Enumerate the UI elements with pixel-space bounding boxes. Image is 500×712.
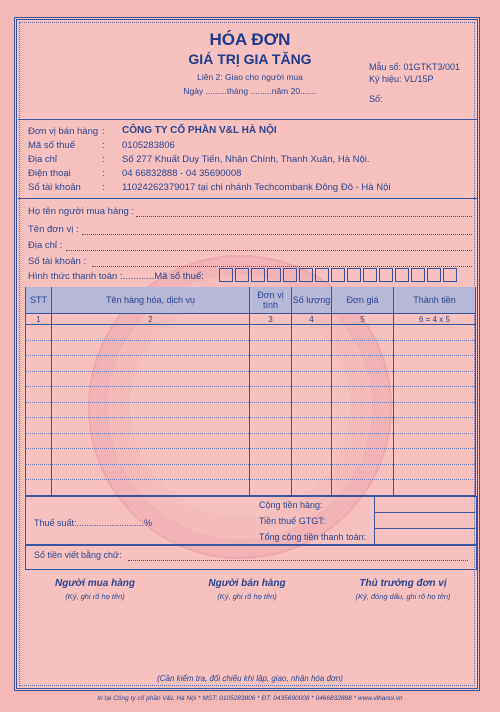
buyer-signature-title: Người mua hàng (55, 578, 135, 589)
check-note: (Cần kiểm tra, đối chiếu khi lập, giao, nhận hóa đơn) (157, 674, 343, 683)
table-row[interactable] (26, 464, 476, 480)
date-line: Ngày .........tháng .........năm 20....... (183, 86, 317, 96)
seller-divider (18, 198, 478, 199)
colon: : (102, 140, 105, 151)
col-header-amount: Thành tiền (394, 287, 476, 314)
table-row[interactable] (26, 433, 476, 449)
tax-digit-box[interactable] (427, 268, 441, 282)
invoice-title: HÓA ĐƠN (209, 30, 291, 49)
form-number: Mẫu số: 01GTKT3/001 (369, 62, 461, 72)
col-header-item-name: Tên hàng hóa, dịch vụ (52, 287, 250, 314)
tax-digit-box[interactable] (331, 268, 345, 282)
header-divider (18, 119, 478, 120)
col-number: 2 (52, 314, 250, 325)
tax-digit-box[interactable] (267, 268, 281, 282)
table-row[interactable] (26, 402, 476, 418)
table-row[interactable] (26, 480, 476, 496)
seller-address-label: Địa chỉ (28, 154, 58, 165)
table-row[interactable] (26, 371, 476, 387)
tax-digit-box[interactable] (251, 268, 265, 282)
buyer-signature-note: (Ký, ghi rõ họ tên) (65, 592, 125, 601)
buyer-unit-field[interactable] (82, 234, 472, 235)
seller-account: 11024262379017 tại chi nhánh Techcombank Đông Đô - Hà Nội (122, 182, 391, 193)
amount-in-words-label: Số tiền viết bằng chữ: (34, 550, 122, 560)
tax-digit-box[interactable] (315, 268, 329, 282)
totals-divider (374, 512, 475, 513)
payment-method-label: Hình thức thanh toán :............Mã số thuế: (28, 271, 204, 282)
col-number: 5 (332, 314, 394, 325)
col-header-stt: STT (26, 287, 52, 314)
table-row[interactable] (26, 387, 476, 403)
colon: : (102, 182, 105, 193)
table-header-row (26, 287, 476, 314)
seller-address: Số 277 Khuất Duy Tiến, Nhân Chính, Thanh Xuân, Hà Nội. (122, 154, 370, 165)
tax-digit-box[interactable] (299, 268, 313, 282)
colon: : (102, 154, 105, 165)
tax-digit-box[interactable] (235, 268, 249, 282)
tax-digit-box[interactable] (283, 268, 297, 282)
invoice-subtitle: GIÁ TRỊ GIA TĂNG (188, 51, 312, 67)
seller-signature-title: Người bán hàng (208, 578, 286, 589)
table-row[interactable] (26, 449, 476, 465)
col-number: 6 = 4 x 5 (394, 314, 476, 325)
table-row[interactable] (26, 418, 476, 434)
vat-amount-label: Tiền thuế GTGT: (259, 516, 326, 526)
colon: : (102, 126, 105, 137)
items-table (25, 287, 476, 496)
col-header-unit-price: Đơn giá (332, 287, 394, 314)
col-number: 3 (250, 314, 292, 325)
seller-tax-label: Mã số thuế (28, 140, 75, 151)
tax-digit-box[interactable] (363, 268, 377, 282)
seller-account-label: Số tài khoản (28, 182, 81, 193)
table-row[interactable] (26, 356, 476, 372)
buyer-name-label: Họ tên người mua hàng : (28, 206, 135, 217)
subtotal-label: Cộng tiền hàng: (259, 500, 323, 510)
buyer-address-label: Địa chỉ : (28, 240, 63, 251)
tax-digit-box[interactable] (379, 268, 393, 282)
seller-phone: 04 66832888 - 04 35690008 (122, 168, 242, 179)
tax-digit-box[interactable] (395, 268, 409, 282)
col-number: 4 (292, 314, 332, 325)
buyer-tax-code-boxes[interactable] (219, 268, 459, 282)
col-header-unit: Đơn vị tính (250, 287, 292, 314)
seller-phone-label: Điện thoại (28, 168, 71, 179)
buyer-address-field[interactable] (66, 250, 472, 251)
seller-name: CÔNG TY CỔ PHẦN V&L HÀ NỘI (122, 125, 277, 136)
director-signature-title: Thủ trưởng đơn vị (359, 578, 447, 589)
seller-tax-code: 0105283806 (122, 140, 175, 151)
invoice-symbol: Ký hiệu: VL/15P (369, 74, 434, 84)
table-row[interactable] (26, 325, 476, 341)
grand-total-label: Tổng cộng tiền thanh toán: (259, 532, 367, 542)
copy-note: Liên 2: Giao cho người mua (197, 72, 303, 82)
tax-digit-box[interactable] (347, 268, 361, 282)
table-row[interactable] (26, 340, 476, 356)
invoice-number-label: Số: (369, 94, 383, 104)
col-header-quantity: Số lượng (292, 287, 332, 314)
totals-amount-column (374, 496, 477, 546)
buyer-account-field[interactable] (92, 266, 472, 267)
director-signature-note: (Ký, đóng dấu, ghi rõ họ tên) (355, 592, 451, 601)
buyer-account-label: Số tài khoản : (28, 256, 87, 267)
column-number-row (26, 314, 476, 325)
amount-in-words-field[interactable] (128, 560, 468, 561)
col-number: 1 (26, 314, 52, 325)
printer-info: In tại Công ty cổ phần V&L Hà Nội * MST: 0105283806 * ĐT: 0435690008 * 0466832888 * www.vlhanoi.vn (97, 695, 403, 702)
buyer-unit-label: Tên đơn vị : (28, 224, 79, 235)
seller-name-label: Đơn vị bán hàng (28, 126, 99, 137)
buyer-name-field[interactable] (136, 216, 472, 217)
seller-signature-note: (Ký, ghi rõ họ tên) (217, 592, 277, 601)
tax-digit-box[interactable] (443, 268, 457, 282)
tax-digit-box[interactable] (219, 268, 233, 282)
colon: : (102, 168, 105, 179)
vat-rate-label: Thuế suất:...........................% (34, 518, 153, 528)
tax-digit-box[interactable] (411, 268, 425, 282)
totals-divider (374, 528, 475, 529)
